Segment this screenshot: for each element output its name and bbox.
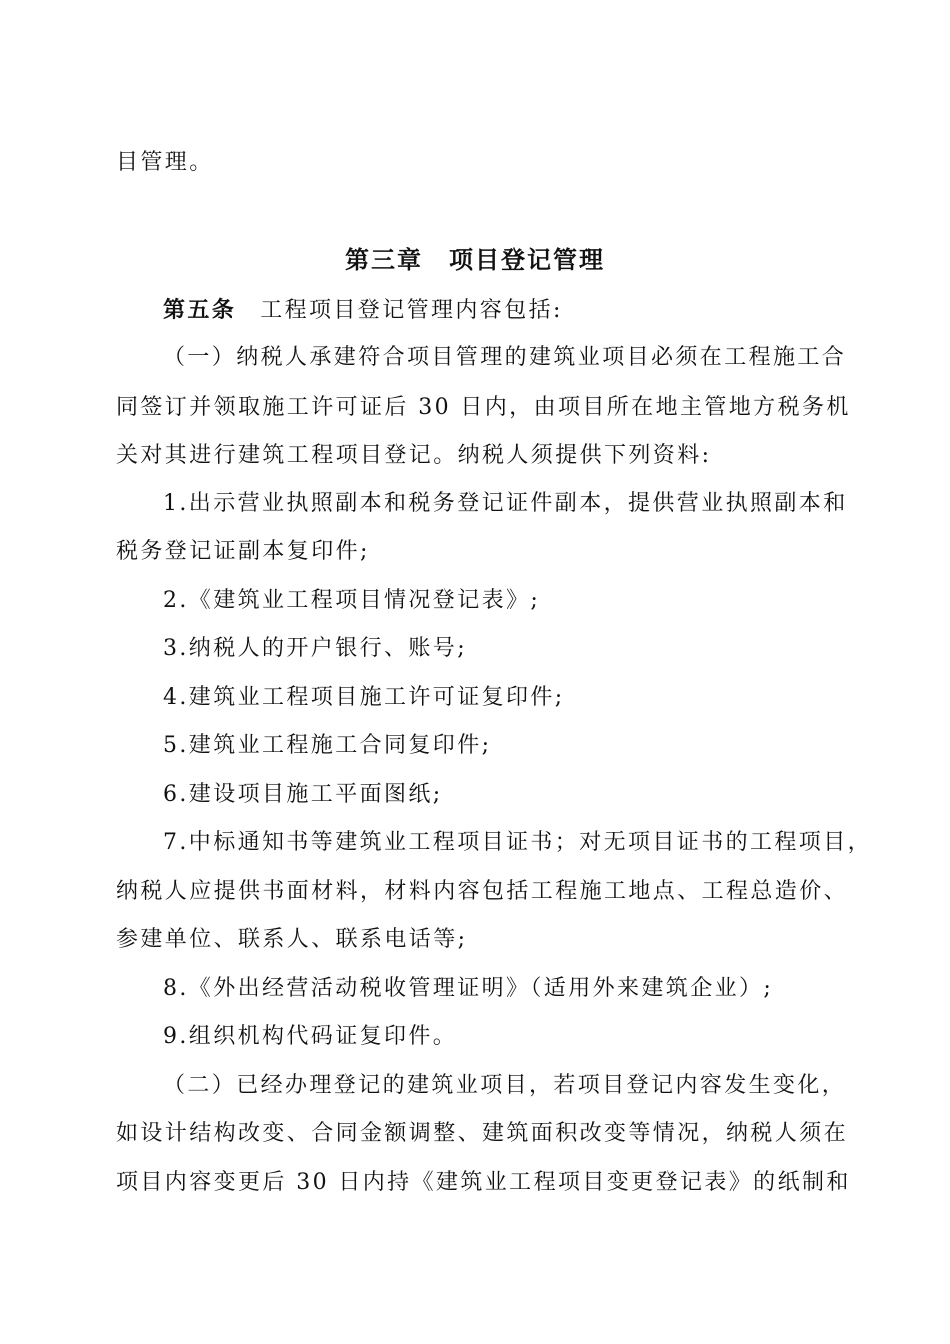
article-5-text: 工程项目登记管理内容包括: <box>260 298 563 323</box>
item-5: 5.建筑业工程施工合同复印件; <box>163 733 492 758</box>
item-1-line-1: 1.出示营业执照副本和税务登记证件副本，提供营业执照副本和 <box>163 491 848 516</box>
article-5-paragraph <box>163 295 893 326</box>
item-4: 4.建筑业工程项目施工许可证复印件; <box>163 685 565 710</box>
section-2-line-1: （二）已经办理登记的建筑业项目，若项目登记内容发生变化， <box>163 1073 847 1098</box>
item-6: 6.建设项目施工平面图纸; <box>163 782 443 807</box>
article-5-label: 第五条 <box>163 297 237 323</box>
chapter-title: 第三章 项目登记管理 <box>345 245 605 274</box>
section-1-line-3: 关对其进行建筑工程项目登记。纳税人须提供下列资料: <box>116 443 712 468</box>
continuation-text: 目管理。 <box>116 150 214 175</box>
section-2-line-3: 项目内容变更后 30 日内持《建筑业工程项目变更登记表》的纸制和 <box>116 1170 851 1195</box>
section-2-line-2: 如设计结构改变、合同金额调整、建筑面积改变等情况，纳税人须在 <box>116 1121 849 1146</box>
item-9: 9.组织机构代码证复印件。 <box>163 1024 458 1049</box>
item-7-line-1: 7.中标通知书等建筑业工程项目证书；对无项目证书的工程项目， <box>163 830 872 855</box>
section-1-line-2: 同签订并领取施工许可证后 30 日内，由项目所在地主管地方税务机 <box>116 395 851 420</box>
item-3: 3.纳税人的开户银行、账号; <box>163 636 468 661</box>
item-7-line-2: 纳税人应提供书面材料，材料内容包括工程施工地点、工程总造价、 <box>116 879 849 904</box>
item-1-line-2: 税务登记证副本复印件; <box>116 539 370 564</box>
section-1-line-1: （一）纳税人承建符合项目管理的建筑业项目必须在工程施工合 <box>163 345 847 370</box>
item-7-line-3: 参建单位、联系人、联系电话等; <box>116 927 468 952</box>
item-2: 2.《建筑业工程项目情况登记表》; <box>163 588 541 613</box>
item-8: 8.《外出经营活动税收管理证明》（适用外来建筑企业）; <box>163 976 774 1001</box>
